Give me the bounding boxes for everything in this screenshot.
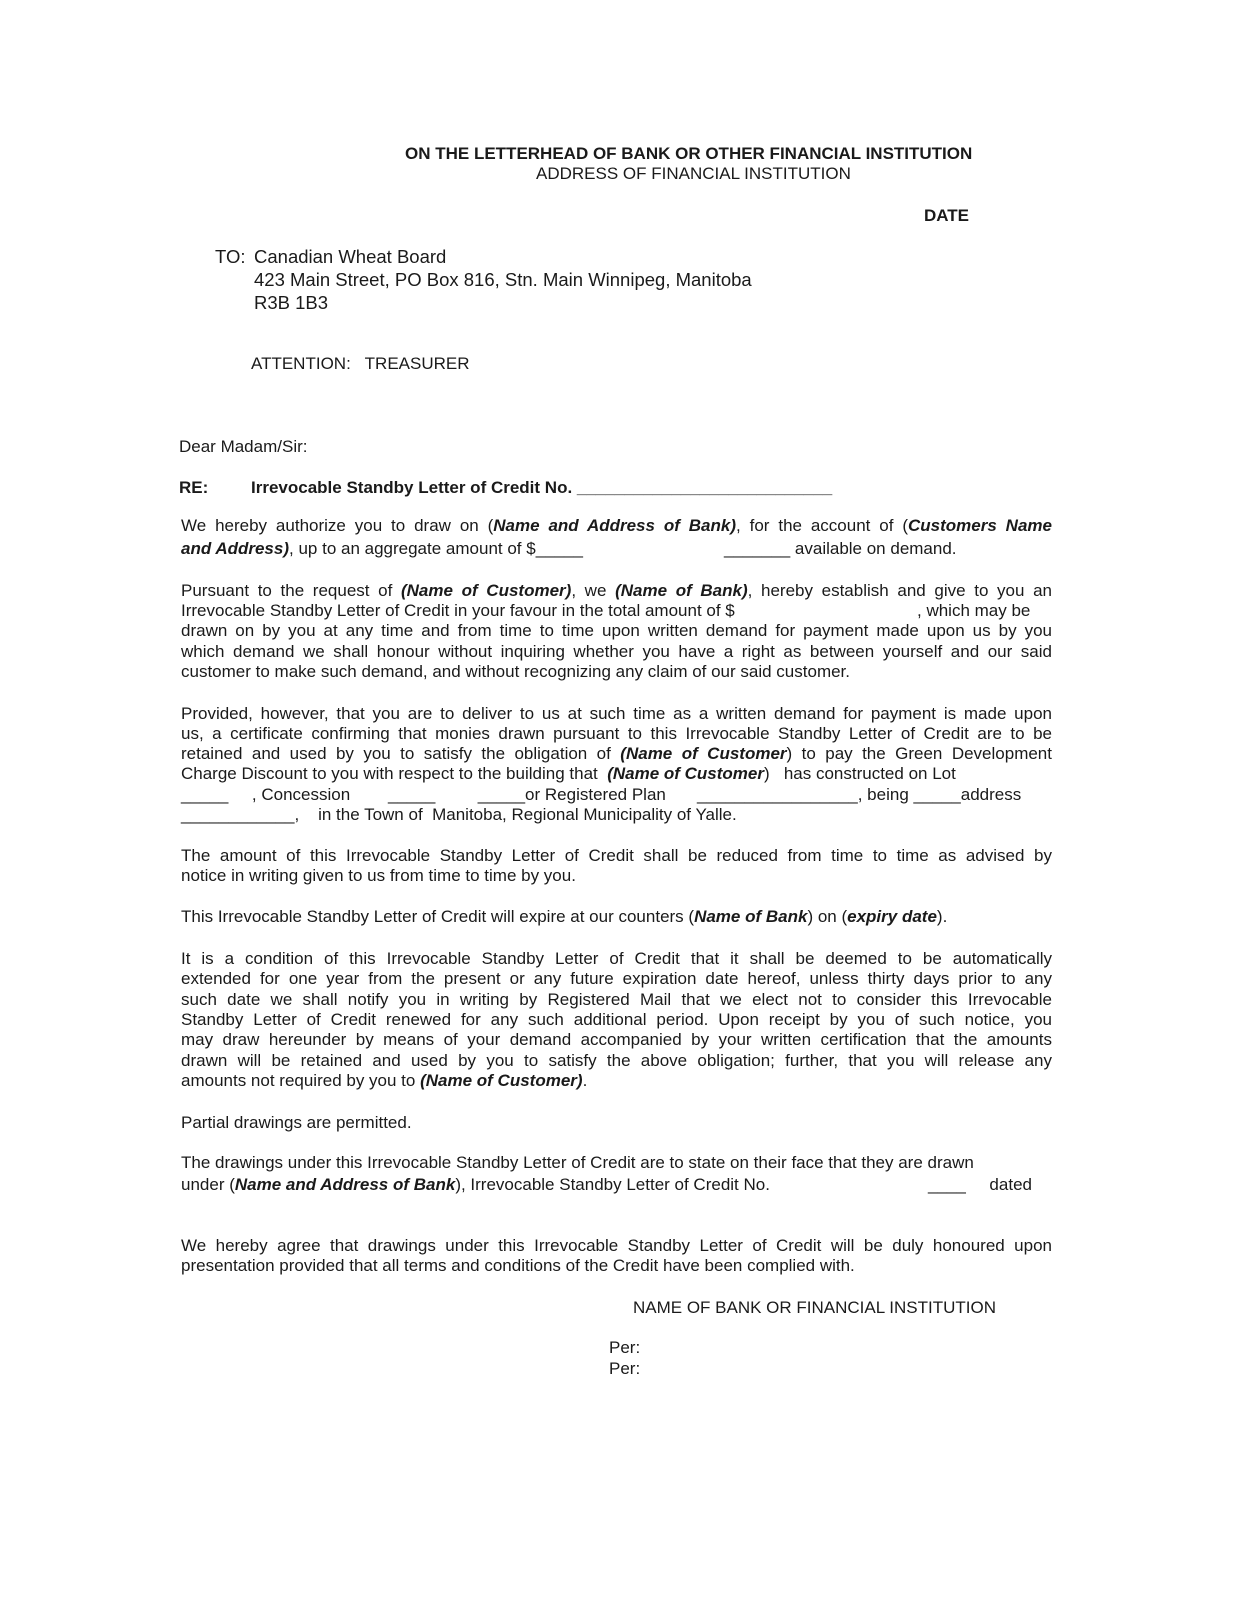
p3-text: retained and used by you to satisfy the obligation of — [181, 744, 621, 763]
salutation: Dear Madam/Sir: — [179, 437, 308, 456]
p3-text: ) to pay the Green Development — [786, 744, 1052, 763]
p6-line1: It is a condition of this Irrevocable Standby Letter of Credit that it shall be deemed to be automatically — [181, 949, 1052, 968]
letterhead-address: ADDRESS OF FINANCIAL INSTITUTION — [536, 164, 851, 183]
p1-line1 — [181, 516, 1052, 536]
p2-bank: (Name of Bank) — [615, 581, 748, 600]
signature-bank-name: NAME OF BANK OR FINANCIAL INSTITUTION — [633, 1298, 997, 1317]
p2-line4: which demand we shall honour without inquiring whether you have a right as between yourself and our said — [181, 642, 1052, 661]
recipient-name: Canadian Wheat Board — [254, 246, 447, 267]
letterhead-title: ON THE LETTERHEAD OF BANK OR OTHER FINANCIAL INSTITUTION — [405, 144, 973, 163]
re-label: RE: — [179, 478, 209, 497]
p3-text: Charge Discount to you with respect to the building that — [181, 764, 608, 783]
p3-customer: (Name of Customer — [607, 764, 764, 783]
p5-expiry: expiry date — [847, 907, 937, 926]
p8-text: ), Irrevocable Standby Letter of Credit No. — [455, 1175, 770, 1194]
p2-line2b: , which may be — [917, 601, 1031, 620]
p3-text: ) has constructed on Lot — [764, 764, 956, 783]
p5-text: This Irrevocable Standby Letter of Credit will expire at our counters ( — [181, 907, 695, 926]
p7-line: Partial drawings are permitted. — [181, 1113, 412, 1132]
p5-line — [181, 907, 947, 927]
p3-line6: ____________, in the Town of Manitoba, Regional Municipality of Yalle. — [181, 805, 737, 824]
p2-line5: customer to make such demand, and without recognizing any claim of our said customer. — [181, 662, 851, 681]
p8-text: under ( — [181, 1175, 235, 1194]
p3-line4 — [181, 764, 956, 784]
p6-customer: (Name of Customer) — [420, 1071, 583, 1090]
p1-line2 — [181, 539, 583, 559]
p3-line5c: _________________, being _____address — [697, 785, 1022, 804]
p1-customer-address: and Address) — [181, 539, 290, 558]
p1-customer: Customers Name — [908, 516, 1052, 535]
date-field: DATE — [924, 206, 970, 225]
attention-line: ATTENTION: TREASURER — [251, 354, 470, 373]
p2-text: , hereby establish and give to you an — [747, 581, 1053, 600]
p6-line4: Standby Letter of Credit renewed for any such additional period. Upon receipt by you of such notice, you — [181, 1010, 1052, 1029]
p2-customer: (Name of Customer) — [400, 581, 572, 600]
signature-per-1: Per: — [609, 1338, 641, 1357]
p1-bank: Name and Address of Bank) — [493, 516, 737, 535]
p4-line1: The amount of this Irrevocable Standby Letter of Credit shall be reduced from time to time as advised by — [181, 846, 1052, 865]
recipient-street: 423 Main Street, PO Box 816, Stn. Main Winnipeg, Manitoba — [254, 269, 752, 290]
p1-line2-end: _______ available on demand. — [724, 539, 957, 558]
p9-line1: We hereby agree that drawings under this Irrevocable Standby Letter of Credit will be duly honoured upon — [181, 1236, 1052, 1255]
p6-line7 — [181, 1071, 587, 1091]
p2-text: , we — [571, 581, 616, 600]
p3-line5a: _____ , Concession — [181, 785, 351, 804]
p3-line3 — [181, 744, 1052, 764]
p3-line1: Provided, however, that you are to deliver to us at such time as a written demand for payment is made upon — [181, 704, 1052, 723]
p8-line1: The drawings under this Irrevocable Standby Letter of Credit are to state on their face that they are drawn — [181, 1153, 974, 1172]
p2-line3: drawn on by you at any time and from time to time upon written demand for payment made upon us by you — [181, 621, 1052, 640]
p6-line3: such date we shall notify you in writing by Registered Mail that we elect not to consider this Irrevocable — [181, 990, 1052, 1009]
p5-text: ) on ( — [807, 907, 848, 926]
p6-text: . — [582, 1071, 588, 1090]
p5-bank: Name of Bank — [694, 907, 808, 926]
recipient-postal: R3B 1B3 — [254, 292, 329, 313]
p1-text: , up to an aggregate amount of $_____ — [289, 539, 583, 558]
p6-line2: extended for one year from the present or any future expiration date hereof, unless thirty days prior to any — [181, 969, 1052, 988]
p8-line2 — [181, 1175, 770, 1195]
p4-line2: notice in writing given to us from time to time by you. — [181, 866, 576, 885]
to-label: TO: — [215, 246, 246, 267]
p2-text: Pursuant to the request of — [181, 581, 401, 600]
p3-line2: us, a certificate confirming that monies drawn pursuant to this Irrevocable Standby Letter of Credit are to be — [181, 724, 1052, 743]
p1-text: We hereby authorize you to draw on ( — [181, 516, 494, 535]
p2-line1 — [181, 581, 1052, 601]
p6-text: amounts not required by you to — [181, 1071, 421, 1090]
p2-line2a: Irrevocable Standby Letter of Credit in your favour in the total amount of $ — [181, 601, 735, 620]
p5-text: ). — [936, 907, 948, 926]
p8-line2-end: ____ dated — [928, 1175, 1032, 1194]
p9-line2: presentation provided that all terms and conditions of the Credit have been complied with. — [181, 1256, 855, 1275]
p6-line5: may draw hereunder by means of your demand accompanied by your written certification that the amounts — [181, 1030, 1052, 1049]
p3-customer: (Name of Customer — [620, 744, 787, 763]
p1-text: , for the account of ( — [736, 516, 908, 535]
signature-per-2: Per: — [609, 1359, 641, 1378]
re-subject: Irrevocable Standby Letter of Credit No. ___________________________ — [251, 478, 833, 497]
p3-line5b: _____ _____or Registered Plan — [388, 785, 666, 804]
p6-line6: drawn will be retained and used by you to satisfy the above obligation; further, that you will release any — [181, 1051, 1052, 1070]
p8-bank: Name and Address of Bank — [234, 1175, 456, 1194]
